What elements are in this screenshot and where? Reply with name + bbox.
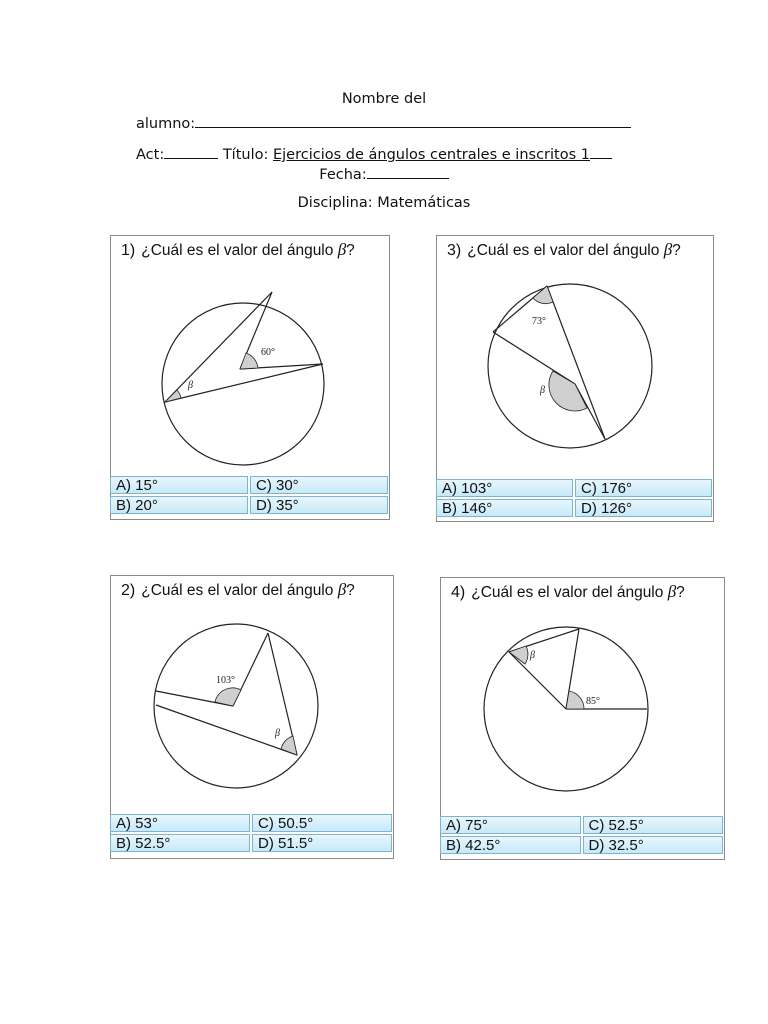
- exercise-number: 3): [447, 242, 462, 259]
- option-c[interactable]: C) 176°: [575, 479, 712, 497]
- beta-symbol: β: [667, 582, 677, 601]
- question-text: ¿Cuál es el valor del ángulo: [471, 584, 668, 601]
- question-mark: ?: [676, 584, 685, 601]
- question-text: ¿Cuál es el valor del ángulo: [467, 242, 664, 259]
- option-b[interactable]: B) 146°: [436, 499, 573, 517]
- question-text: ¿Cuál es el valor del ángulo: [141, 242, 338, 259]
- date-label: Fecha:: [319, 167, 367, 183]
- exercise-card-2: [110, 575, 394, 859]
- answer-options: [440, 816, 723, 854]
- option-a[interactable]: A) 53°: [110, 814, 250, 832]
- beta-label: β: [275, 728, 280, 739]
- exercise-card-1: [110, 235, 390, 520]
- angle-label: 60°: [261, 347, 275, 358]
- beta-label: β: [530, 650, 535, 661]
- act-label: Act:: [136, 147, 165, 163]
- title-blank: [590, 144, 612, 159]
- angle-label: 85°: [586, 696, 600, 707]
- angle-label: 73°: [532, 316, 546, 327]
- student-name-field[interactable]: [136, 112, 636, 132]
- angle-label: 103°: [216, 675, 235, 686]
- exercise-card-4: [440, 577, 725, 860]
- option-c[interactable]: C) 52.5°: [583, 816, 724, 834]
- option-b[interactable]: B) 20°: [110, 496, 248, 514]
- circle-diagram: [111, 576, 393, 814]
- act-blank[interactable]: [164, 144, 218, 159]
- activity-title-line: [136, 144, 656, 163]
- answer-options: [436, 479, 712, 517]
- date-line: [0, 164, 768, 183]
- student-name-label-2: alumno:: [136, 116, 196, 132]
- option-b[interactable]: B) 52.5°: [110, 834, 250, 852]
- question-mark: ?: [346, 242, 355, 259]
- question-mark: ?: [346, 582, 355, 599]
- beta-symbol: β: [337, 580, 347, 599]
- circle-diagram: [441, 578, 724, 816]
- circle-diagram: [111, 236, 389, 476]
- student-name-blank[interactable]: [195, 112, 631, 128]
- beta-symbol: β: [337, 240, 347, 259]
- option-a[interactable]: A) 75°: [440, 816, 581, 834]
- option-d[interactable]: D) 126°: [575, 499, 712, 517]
- title-value: Ejercicios de ángulos centrales e inscritos 1: [272, 147, 590, 163]
- beta-label: β: [188, 380, 193, 391]
- option-d[interactable]: D) 35°: [250, 496, 388, 514]
- answer-options: [110, 476, 388, 514]
- option-d[interactable]: D) 32.5°: [583, 836, 724, 854]
- answer-options: [110, 814, 392, 852]
- discipline-label: Disciplina: Matemáticas: [297, 195, 471, 211]
- option-a[interactable]: A) 103°: [436, 479, 573, 497]
- option-a[interactable]: A) 15°: [110, 476, 248, 494]
- exercise-number: 4): [451, 584, 466, 601]
- question-mark: ?: [672, 242, 681, 259]
- beta-label: β: [540, 385, 545, 396]
- option-c[interactable]: C) 50.5°: [252, 814, 392, 832]
- option-b[interactable]: B) 42.5°: [440, 836, 581, 854]
- exercise-card-3: [436, 235, 714, 522]
- student-name-label: Nombre del: [341, 91, 427, 107]
- circle-diagram: [437, 236, 713, 478]
- exercise-number: 1): [121, 242, 136, 259]
- question-text: ¿Cuál es el valor del ángulo: [141, 582, 338, 599]
- beta-symbol: β: [663, 240, 673, 259]
- option-d[interactable]: D) 51.5°: [252, 834, 392, 852]
- exercise-number: 2): [121, 582, 136, 599]
- date-blank[interactable]: [367, 164, 449, 179]
- title-label: Título:: [222, 147, 269, 163]
- option-c[interactable]: C) 30°: [250, 476, 388, 494]
